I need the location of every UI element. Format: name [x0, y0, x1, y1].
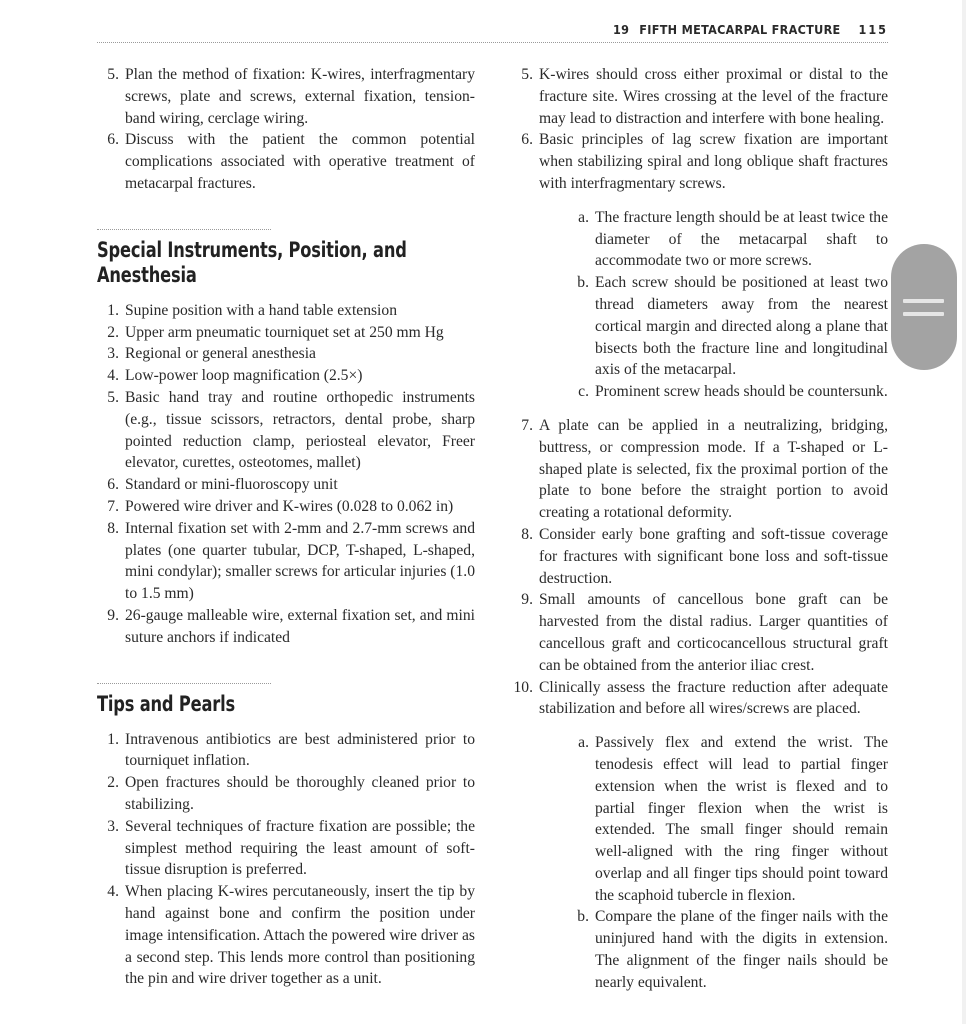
sub-list — [539, 732, 888, 994]
list-item — [97, 343, 475, 365]
item-number: 9. — [521, 591, 533, 609]
section-divider — [97, 683, 271, 684]
chapter-heading — [613, 22, 841, 37]
item-number: 3. — [107, 817, 119, 835]
running-head — [97, 20, 888, 40]
list-item — [505, 677, 888, 994]
tips-list — [97, 729, 475, 991]
sub-item-text: Compare the plane of the finger nails with the uninjured hand with the digits in extension. The alignment of the finger nails should be nearly equivalent. — [595, 908, 888, 991]
sub-list — [539, 207, 888, 403]
sub-list-item — [539, 381, 888, 403]
list-item — [97, 322, 475, 344]
item-text: Intravenous antibiotics are best administered prior to tourniquet inflation. — [125, 730, 475, 770]
list-item — [97, 129, 475, 194]
sub-list-item — [539, 272, 888, 381]
item-text: A plate can be applied in a neutralizing, bridging, buttress, or compression mode. If a T-shaped or L-shaped plate is selected, fix the proximal portion of the plate to bone before the straight portion to avoid creating a rotational deformity. — [539, 416, 888, 522]
item-number: 1. — [107, 730, 119, 748]
list-item — [505, 415, 888, 524]
list-item — [97, 605, 475, 649]
chapter-number: 19 — [613, 22, 630, 37]
item-text: Supine position with a hand table extension — [125, 301, 397, 319]
sub-item-text: Each screw should be positioned at least two thread diameters away from the nearest cortical margin and directed along a plane that bisects both the fracture line and longitudinal axis of the metacarpal. — [595, 274, 888, 379]
sub-item-text: The fracture length should be at least twice the diameter of the metacarpal shaft to accommodate two or more screws. — [595, 208, 888, 270]
item-number: 4. — [107, 367, 119, 385]
sub-item-letter: a. — [578, 734, 589, 752]
continued-list — [97, 64, 475, 195]
item-number: 5. — [521, 66, 533, 83]
item-text: Discuss with the patient the common potential complications associated with operative treatment of metacarpal fractures. — [125, 131, 475, 192]
sub-item-letter: b. — [577, 274, 589, 292]
item-text: Open fractures should be thoroughly cleaned prior to stabilizing. — [125, 774, 475, 813]
left-column — [97, 64, 475, 990]
section-title-tips: Tips and Pearls — [97, 691, 235, 716]
list-item — [97, 64, 475, 129]
item-number: 10. — [513, 678, 533, 696]
item-number: 6. — [107, 476, 119, 494]
list-item — [505, 524, 888, 589]
item-text: When placing K-wires percutaneously, insert the tip by hand against bone and confirm the position under image intensification. Attach the powered wire driver as a second step. This lends more control than positioning the pin and wire driver together as a unit. — [125, 883, 475, 988]
item-text: Basic principles of lag screw fixation are important when stabilizing spiral and long oblique shaft fractures with interfragmentary screws. — [539, 131, 888, 192]
item-number: 1. — [107, 301, 119, 319]
list-item — [97, 474, 475, 496]
item-number: 6. — [107, 131, 119, 149]
list-item — [97, 729, 475, 773]
list-item — [97, 881, 475, 990]
sub-item-letter: a. — [578, 208, 589, 226]
technique-list — [505, 64, 888, 994]
sub-item-text: Prominent screw heads should be countersunk. — [595, 383, 888, 401]
sub-list-item — [539, 906, 888, 993]
drag-handle-icon — [903, 299, 944, 303]
item-text: Powered wire driver and K-wires (0.028 to 0.062 in) — [125, 497, 454, 515]
item-number: 5. — [107, 66, 119, 83]
list-item — [97, 496, 475, 518]
list-item — [97, 772, 475, 816]
item-text: Consider early bone grafting and soft-tissue coverage for fractures with significant bone loss and soft-tissue destruction. — [539, 525, 888, 587]
instruments-list — [97, 300, 475, 649]
item-number: 7. — [521, 416, 533, 434]
item-number: 4. — [107, 883, 119, 901]
item-number: 6. — [521, 131, 533, 149]
item-number: 5. — [107, 388, 119, 406]
item-text: Basic hand tray and routine orthopedic instruments (e.g., tissue scissors, retractors, dental probe, sharp pointed reduction clamp, periosteal elevator, Freer elevator, curettes, osteotomes, mallet) — [125, 388, 475, 472]
list-item — [505, 589, 888, 676]
item-text: Regional or general anesthesia — [125, 345, 316, 363]
sub-list-item — [539, 732, 888, 906]
sub-item-text: Passively flex and extend the wrist. The tenodesis effect will lead to partial finger extension when the wrist is flexed and to partial finger flexion when the wrist is extended. The small finger should remain well-aligned with the ring finger without overlap and all finger tips should point toward the scaphoid tubercle in flexion. — [595, 734, 888, 904]
sub-item-letter: c. — [578, 383, 589, 401]
header-divider — [97, 42, 888, 43]
list-item — [505, 129, 888, 403]
item-number: 2. — [107, 774, 119, 792]
list-item — [97, 387, 475, 474]
list-item — [97, 300, 475, 322]
item-text: 26-gauge malleable wire, external fixation set, and mini suture anchors if indicated — [125, 606, 475, 646]
item-text: Standard or mini-fluoroscopy unit — [125, 476, 338, 494]
item-number: 3. — [107, 345, 119, 363]
item-number: 8. — [521, 525, 533, 543]
list-item — [97, 518, 475, 605]
item-number: 7. — [107, 497, 119, 515]
section-title-instruments: Special Instruments, Position, and Anesthesia — [97, 237, 407, 287]
item-number: 2. — [107, 323, 119, 341]
page-number: 115 — [858, 22, 888, 37]
item-text: Several techniques of fracture fixation are possible; the simplest method requiring the least amount of soft-tissue disruption is preferred. — [125, 817, 475, 879]
chapter-title: FIFTH METACARPAL FRACTURE — [639, 22, 841, 37]
section-divider — [97, 229, 271, 230]
item-text: K-wires should cross either proximal or distal to the fracture site. Wires crossing at the level of the fracture may lead to distraction and interfere with bone healing. — [539, 66, 888, 127]
list-item — [97, 816, 475, 881]
item-text: Small amounts of cancellous bone graft can be harvested from the distal radius. Larger quantities of cancellous graft and corticocancellous structural graft can be obtained from the anterior iliac crest. — [539, 591, 888, 674]
page-edge — [962, 0, 966, 1024]
sub-list-item — [539, 207, 888, 272]
list-item — [505, 64, 888, 129]
scroll-handle[interactable] — [891, 244, 957, 370]
drag-handle-icon — [903, 312, 944, 316]
item-text: Clinically assess the fracture reduction after adequate stabilization and before all wires/screws are placed. — [539, 678, 888, 718]
sub-item-letter: b. — [577, 908, 589, 926]
item-text: Plan the method of fixation: K-wires, interfragmentary screws, plate and screws, external fixation, tension-band wiring, cerclage wiring. — [125, 66, 475, 127]
item-number: 9. — [107, 606, 119, 624]
item-text: Upper arm pneumatic tourniquet set at 250 mm Hg — [125, 323, 444, 341]
right-column — [505, 64, 888, 1006]
item-text: Low-power loop magnification (2.5×) — [125, 367, 363, 385]
item-text: Internal fixation set with 2-mm and 2.7-mm screws and plates (one quarter tubular, DCP, T-shaped, L-shaped, mini condylar); smaller screws for articular injuries (1.0 to 1.5 mm) — [125, 519, 475, 603]
item-number: 8. — [107, 519, 119, 537]
list-item — [97, 365, 475, 387]
